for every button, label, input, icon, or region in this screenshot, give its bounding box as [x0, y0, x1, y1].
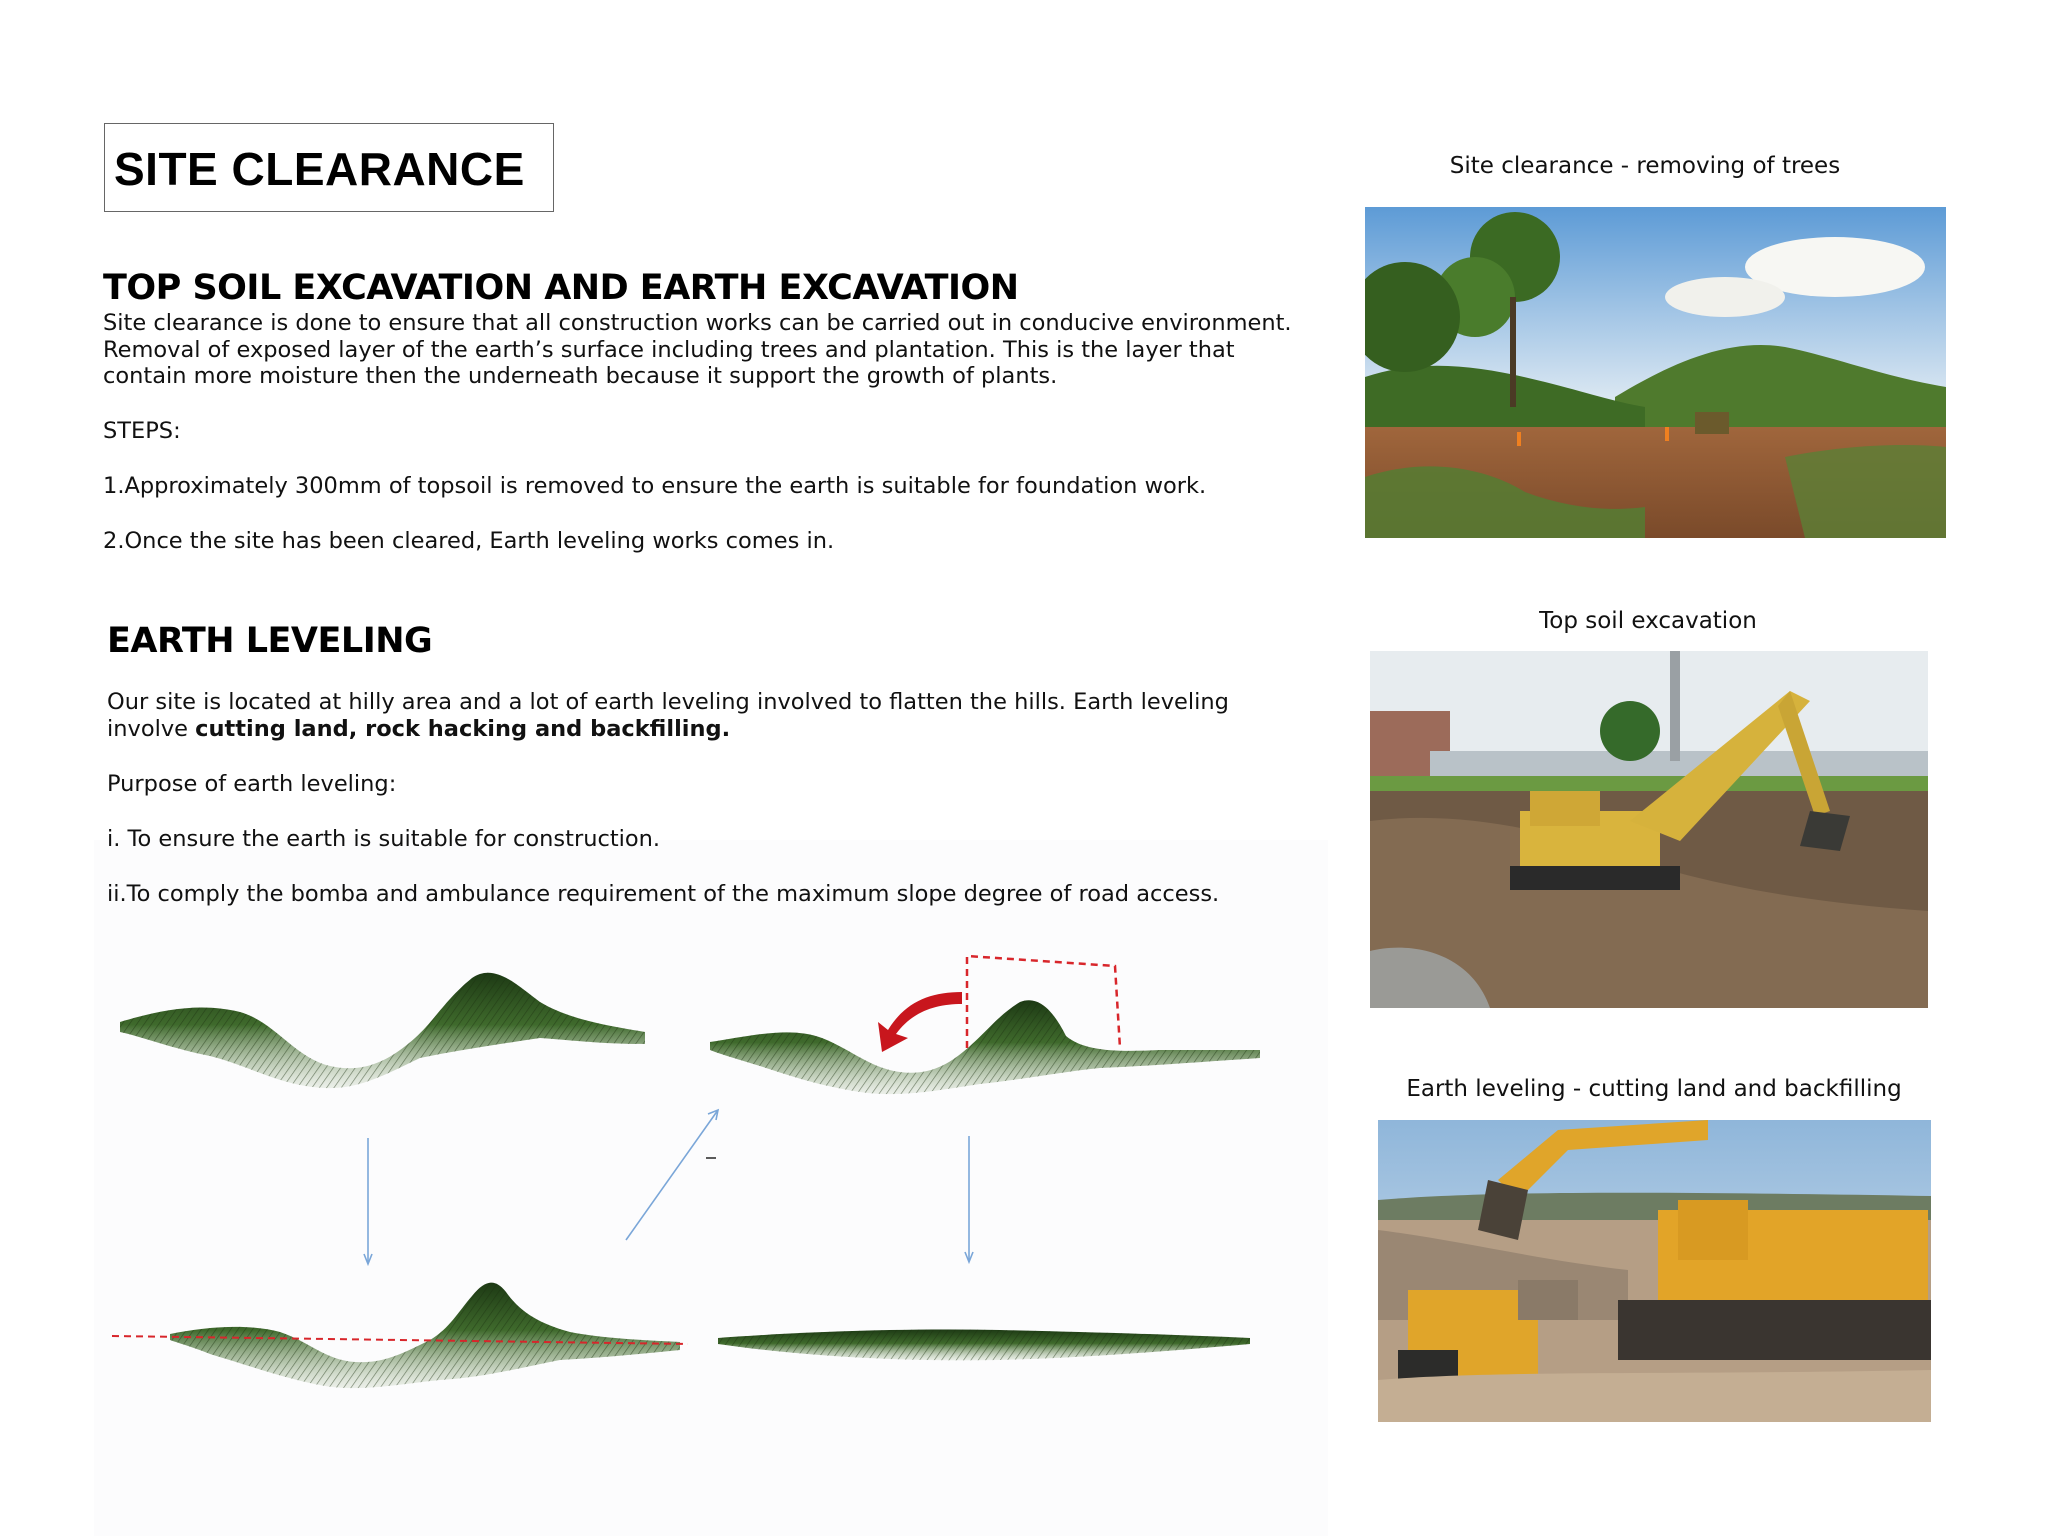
section1-description — [103, 310, 1292, 390]
step-1: 1.Approximately 300mm of topsoil is removed to ensure the earth is suitable for foundation work. — [103, 473, 1207, 499]
terrain-leveled — [718, 1329, 1250, 1360]
photo-caption-site-clearance: Site clearance - removing of trees — [1449, 153, 1841, 179]
stage-arrows — [364, 1110, 973, 1264]
page-title-box — [104, 123, 554, 212]
curved-arrow-icon — [878, 992, 962, 1052]
description-line: contain more moisture then the underneath because it support the growth of plants. — [103, 363, 1058, 389]
site-clearance-photo — [1365, 207, 1946, 538]
page-title: SITE CLEARANCE — [114, 143, 525, 195]
description-line: Site clearance is done to ensure that all construction works can be carried out in conducive environment. — [103, 310, 1292, 336]
earth-leveling-photo — [1378, 1120, 1931, 1422]
description-line: Our site is located at hilly area and a lot of earth leveling involved to flatten the hills. Earth leveling — [107, 689, 1229, 715]
section-heading-top-soil: TOP SOIL EXCAVATION AND EARTH EXCAVATION — [103, 268, 1019, 308]
step-2: 2.Once the site has been cleared, Earth leveling works comes in. — [103, 528, 835, 554]
terrain-cut-fill-line — [112, 1283, 688, 1389]
photo-caption-top-soil: Top soil excavation — [1539, 608, 1757, 634]
terrain-original-hills — [120, 973, 645, 1088]
purpose-2: ii.To comply the bomba and ambulance requirement of the maximum slope degree of road access. — [107, 881, 1220, 907]
description-line — [107, 716, 1229, 743]
terrain-cut-indication — [710, 956, 1260, 1094]
purpose-label: Purpose of earth leveling: — [107, 771, 397, 797]
top-soil-excavation-photo — [1370, 651, 1928, 1008]
section2-description — [107, 689, 1229, 742]
section-heading-earth-leveling: EARTH LEVELING — [107, 621, 433, 661]
description-line: Removal of exposed layer of the earth’s surface including trees and plantation. This is the layer that — [103, 336, 1235, 363]
photo-caption-earth-leveling: Earth leveling - cutting land and backfilling — [1406, 1076, 1902, 1102]
earth-leveling-sketch — [100, 940, 1280, 1420]
steps-label: STEPS: — [103, 418, 181, 444]
description-bold-text: cutting land, rock hacking and backfilling. — [195, 715, 731, 742]
purpose-1: i. To ensure the earth is suitable for construction. — [107, 826, 661, 852]
description-text: involve — [107, 715, 196, 742]
